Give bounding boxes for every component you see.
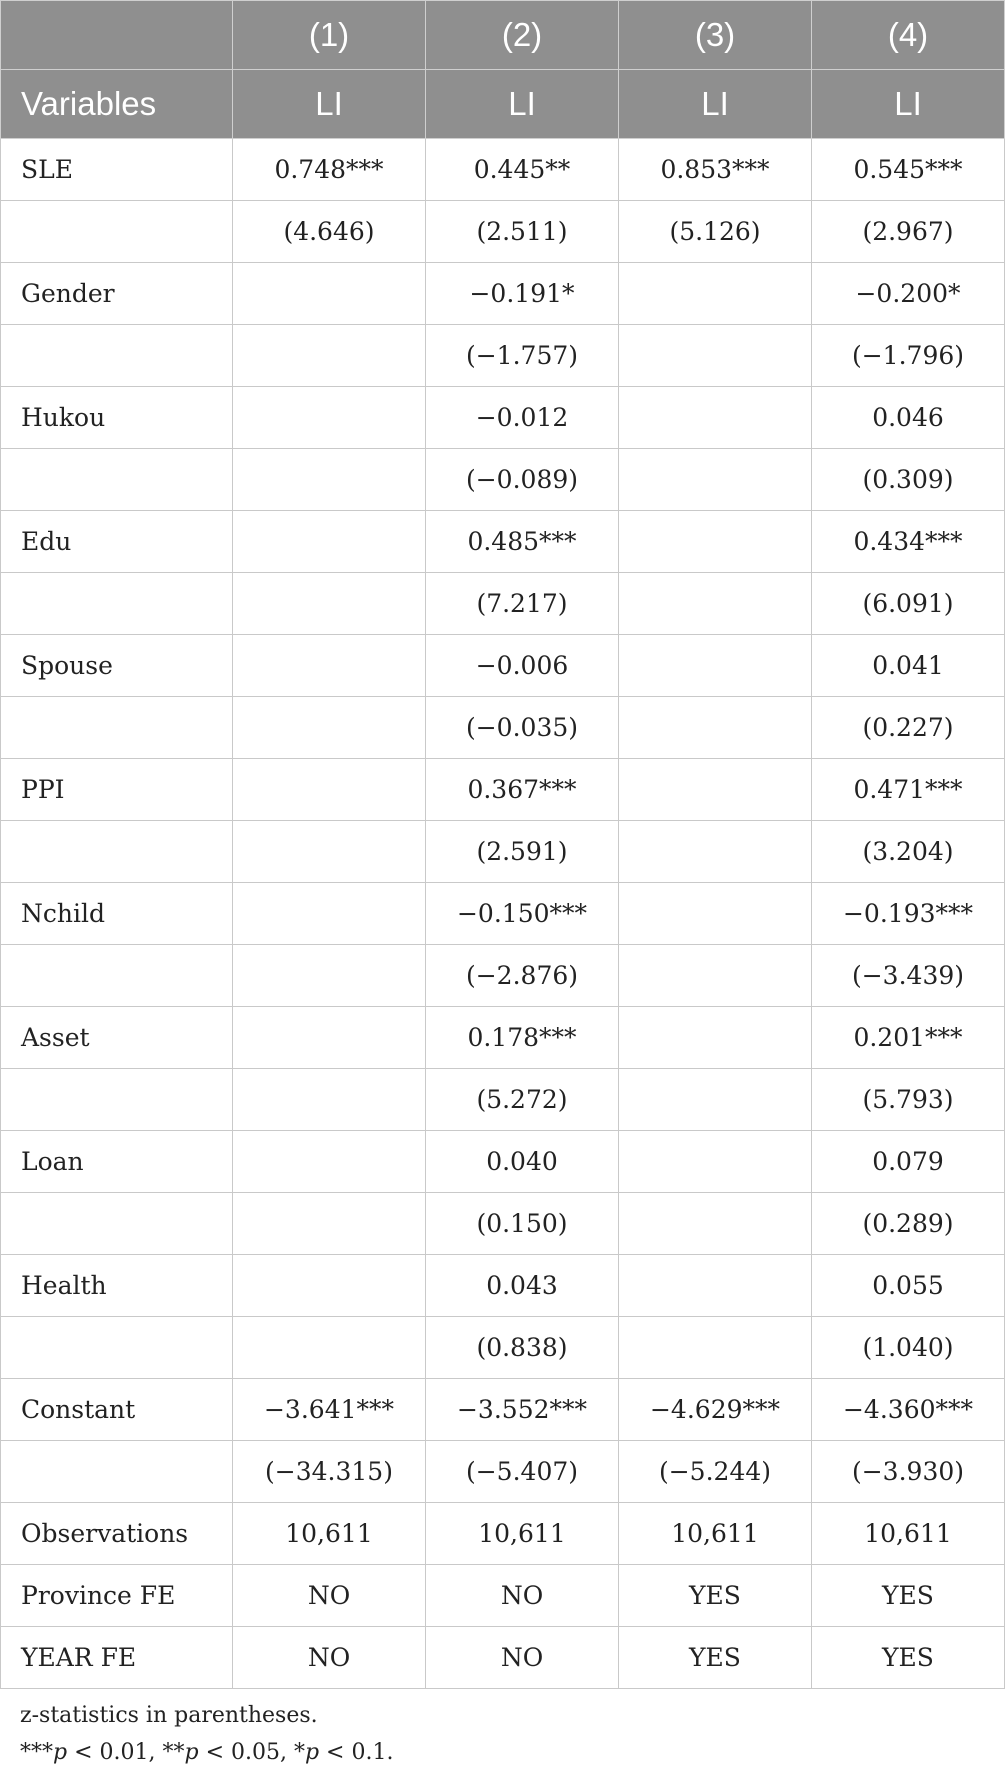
row-label xyxy=(1,201,233,263)
row-label: PPI xyxy=(1,759,233,821)
table-row xyxy=(1,449,1005,511)
table-cell: (7.217) xyxy=(426,573,619,635)
sig-p-2: p xyxy=(184,1740,199,1765)
table-cell: (−0.089) xyxy=(426,449,619,511)
row-label: Observations xyxy=(1,1503,233,1565)
row-label xyxy=(1,573,233,635)
table-cell xyxy=(619,1193,812,1255)
table-cell: (4.646) xyxy=(233,201,426,263)
table-cell: −3.552*** xyxy=(426,1379,619,1441)
table-cell: YES xyxy=(812,1627,1005,1689)
table-cell: (5.126) xyxy=(619,201,812,263)
table-cell: (−2.876) xyxy=(426,945,619,1007)
table-cell: 0.201*** xyxy=(812,1007,1005,1069)
table-cell: 0.471*** xyxy=(812,759,1005,821)
table-cell xyxy=(233,1317,426,1379)
table-cell: (−1.796) xyxy=(812,325,1005,387)
notes-zstat-line: z-statistics in parentheses. xyxy=(20,1703,318,1728)
table-cell: YES xyxy=(619,1565,812,1627)
table-row xyxy=(1,573,1005,635)
table-row xyxy=(1,511,1005,573)
table-cell xyxy=(233,1007,426,1069)
sig-stars-1: *** xyxy=(20,1740,53,1765)
sig-p-1: p xyxy=(53,1740,68,1765)
table-cell xyxy=(619,449,812,511)
row-label xyxy=(1,1193,233,1255)
table-cell xyxy=(233,635,426,697)
table-cell: (1.040) xyxy=(812,1317,1005,1379)
table-cell: 10,611 xyxy=(233,1503,426,1565)
table-row xyxy=(1,201,1005,263)
table-cell: 0.043 xyxy=(426,1255,619,1317)
table-cell xyxy=(233,387,426,449)
row-label xyxy=(1,1069,233,1131)
table-row xyxy=(1,1503,1005,1565)
table-cell xyxy=(233,1131,426,1193)
table-row xyxy=(1,635,1005,697)
sig-stars-2: ** xyxy=(162,1740,185,1765)
row-label: YEAR FE xyxy=(1,1627,233,1689)
table-cell: 0.485*** xyxy=(426,511,619,573)
row-label xyxy=(1,945,233,1007)
dependent-var-3: LI xyxy=(619,70,812,139)
table-cell xyxy=(233,697,426,759)
table-cell: (2.511) xyxy=(426,201,619,263)
row-label xyxy=(1,1317,233,1379)
table-cell: (−3.930) xyxy=(812,1441,1005,1503)
table-cell xyxy=(233,263,426,325)
table-cell xyxy=(233,883,426,945)
table-row xyxy=(1,387,1005,449)
table-cell: −0.012 xyxy=(426,387,619,449)
table-cell xyxy=(619,821,812,883)
table-cell xyxy=(619,1069,812,1131)
table-row xyxy=(1,263,1005,325)
table-cell: (−5.407) xyxy=(426,1441,619,1503)
table-cell: (6.091) xyxy=(812,573,1005,635)
table-row xyxy=(1,759,1005,821)
row-label xyxy=(1,449,233,511)
table-row xyxy=(1,1379,1005,1441)
table-row xyxy=(1,1627,1005,1689)
table-cell: NO xyxy=(233,1627,426,1689)
table-cell: (2.967) xyxy=(812,201,1005,263)
table-cell: 0.445** xyxy=(426,139,619,201)
table-cell xyxy=(233,1255,426,1317)
model-number-1: (1) xyxy=(233,1,426,70)
table-cell xyxy=(233,821,426,883)
table-cell: −0.200* xyxy=(812,263,1005,325)
table-cell xyxy=(233,945,426,1007)
table-cell: −3.641*** xyxy=(233,1379,426,1441)
table-row xyxy=(1,883,1005,945)
row-label: Province FE xyxy=(1,1565,233,1627)
table-header xyxy=(1,1,1005,139)
table-row xyxy=(1,1131,1005,1193)
table-cell xyxy=(619,1317,812,1379)
table-cell: −4.360*** xyxy=(812,1379,1005,1441)
table-cell xyxy=(233,1069,426,1131)
row-label: Constant xyxy=(1,1379,233,1441)
row-label: Hukou xyxy=(1,387,233,449)
table-cell: 0.434*** xyxy=(812,511,1005,573)
model-number-2: (2) xyxy=(426,1,619,70)
header-row-dependent-vars xyxy=(1,70,1005,139)
row-label: Gender xyxy=(1,263,233,325)
table-cell: (−1.757) xyxy=(426,325,619,387)
variables-header: Variables xyxy=(1,70,233,139)
table-cell: (−3.439) xyxy=(812,945,1005,1007)
sig-threshold-1: < 0.01, xyxy=(67,1740,163,1765)
table-cell xyxy=(619,1007,812,1069)
table-cell xyxy=(233,449,426,511)
table-cell: 10,611 xyxy=(812,1503,1005,1565)
table-cell: 0.178*** xyxy=(426,1007,619,1069)
table-cell: 0.545*** xyxy=(812,139,1005,201)
table-cell: −4.629*** xyxy=(619,1379,812,1441)
row-label: Nchild xyxy=(1,883,233,945)
table-cell: (2.591) xyxy=(426,821,619,883)
sig-threshold-3: < 0.1. xyxy=(319,1740,394,1765)
table-row xyxy=(1,697,1005,759)
row-label xyxy=(1,1441,233,1503)
table-cell xyxy=(619,883,812,945)
table-cell: NO xyxy=(426,1565,619,1627)
table-cell: YES xyxy=(812,1565,1005,1627)
table-cell: (0.289) xyxy=(812,1193,1005,1255)
row-label: Edu xyxy=(1,511,233,573)
table-cell: 10,611 xyxy=(426,1503,619,1565)
notes-significance-line xyxy=(20,1734,393,1771)
table-cell: (−0.035) xyxy=(426,697,619,759)
table-cell xyxy=(619,1131,812,1193)
model-number-3: (3) xyxy=(619,1,812,70)
table-row xyxy=(1,1441,1005,1503)
row-label: SLE xyxy=(1,139,233,201)
table-cell: −0.191* xyxy=(426,263,619,325)
table-cell xyxy=(619,759,812,821)
row-label: Health xyxy=(1,1255,233,1317)
table-cell xyxy=(619,945,812,1007)
model-number-4: (4) xyxy=(812,1,1005,70)
table-cell: 0.055 xyxy=(812,1255,1005,1317)
table-cell: (0.227) xyxy=(812,697,1005,759)
table-cell: 0.748*** xyxy=(233,139,426,201)
header-row-model-numbers xyxy=(1,1,1005,70)
row-label: Spouse xyxy=(1,635,233,697)
row-label: Asset xyxy=(1,1007,233,1069)
dependent-var-1: LI xyxy=(233,70,426,139)
table-cell xyxy=(619,697,812,759)
table-cell: (−5.244) xyxy=(619,1441,812,1503)
table-cell: 0.046 xyxy=(812,387,1005,449)
table-cell xyxy=(233,759,426,821)
table-cell xyxy=(233,573,426,635)
table-cell: 0.853*** xyxy=(619,139,812,201)
row-label: Loan xyxy=(1,1131,233,1193)
table-cell: NO xyxy=(233,1565,426,1627)
table-cell: 0.040 xyxy=(426,1131,619,1193)
dependent-var-4: LI xyxy=(812,70,1005,139)
table-cell xyxy=(619,511,812,573)
dependent-var-2: LI xyxy=(426,70,619,139)
row-label xyxy=(1,821,233,883)
table-body xyxy=(1,139,1005,1689)
table-cell: (5.793) xyxy=(812,1069,1005,1131)
row-label xyxy=(1,325,233,387)
table-row xyxy=(1,139,1005,201)
table-cell: −0.150*** xyxy=(426,883,619,945)
table-cell: (0.838) xyxy=(426,1317,619,1379)
table-cell xyxy=(619,263,812,325)
table-cell: YES xyxy=(619,1627,812,1689)
table-row xyxy=(1,945,1005,1007)
table-cell xyxy=(619,1255,812,1317)
table-cell: (0.150) xyxy=(426,1193,619,1255)
table-cell xyxy=(233,1193,426,1255)
row-label xyxy=(1,697,233,759)
table-row xyxy=(1,1255,1005,1317)
table-cell: (0.309) xyxy=(812,449,1005,511)
table-cell: 0.079 xyxy=(812,1131,1005,1193)
table-cell: 10,611 xyxy=(619,1503,812,1565)
table-row xyxy=(1,1069,1005,1131)
table-row xyxy=(1,325,1005,387)
table-row xyxy=(1,1565,1005,1627)
table-cell: (5.272) xyxy=(426,1069,619,1131)
table-cell: 0.367*** xyxy=(426,759,619,821)
table-cell xyxy=(233,325,426,387)
table-cell xyxy=(619,635,812,697)
table-row xyxy=(1,821,1005,883)
table-cell: −0.006 xyxy=(426,635,619,697)
sig-p-3: p xyxy=(304,1740,320,1765)
table-notes xyxy=(20,1697,393,1771)
header-empty-cell xyxy=(1,1,233,70)
table-row xyxy=(1,1317,1005,1379)
table-cell: NO xyxy=(426,1627,619,1689)
table-cell xyxy=(619,573,812,635)
table-cell: −0.193*** xyxy=(812,883,1005,945)
sig-stars-3: * xyxy=(293,1740,305,1765)
table-cell xyxy=(619,387,812,449)
sig-threshold-2: < 0.05, xyxy=(198,1740,294,1765)
table-cell xyxy=(233,511,426,573)
table-row xyxy=(1,1007,1005,1069)
table-cell xyxy=(619,325,812,387)
table-cell: 0.041 xyxy=(812,635,1005,697)
table-row xyxy=(1,1193,1005,1255)
table-cell: (−34.315) xyxy=(233,1441,426,1503)
table-cell: (3.204) xyxy=(812,821,1005,883)
